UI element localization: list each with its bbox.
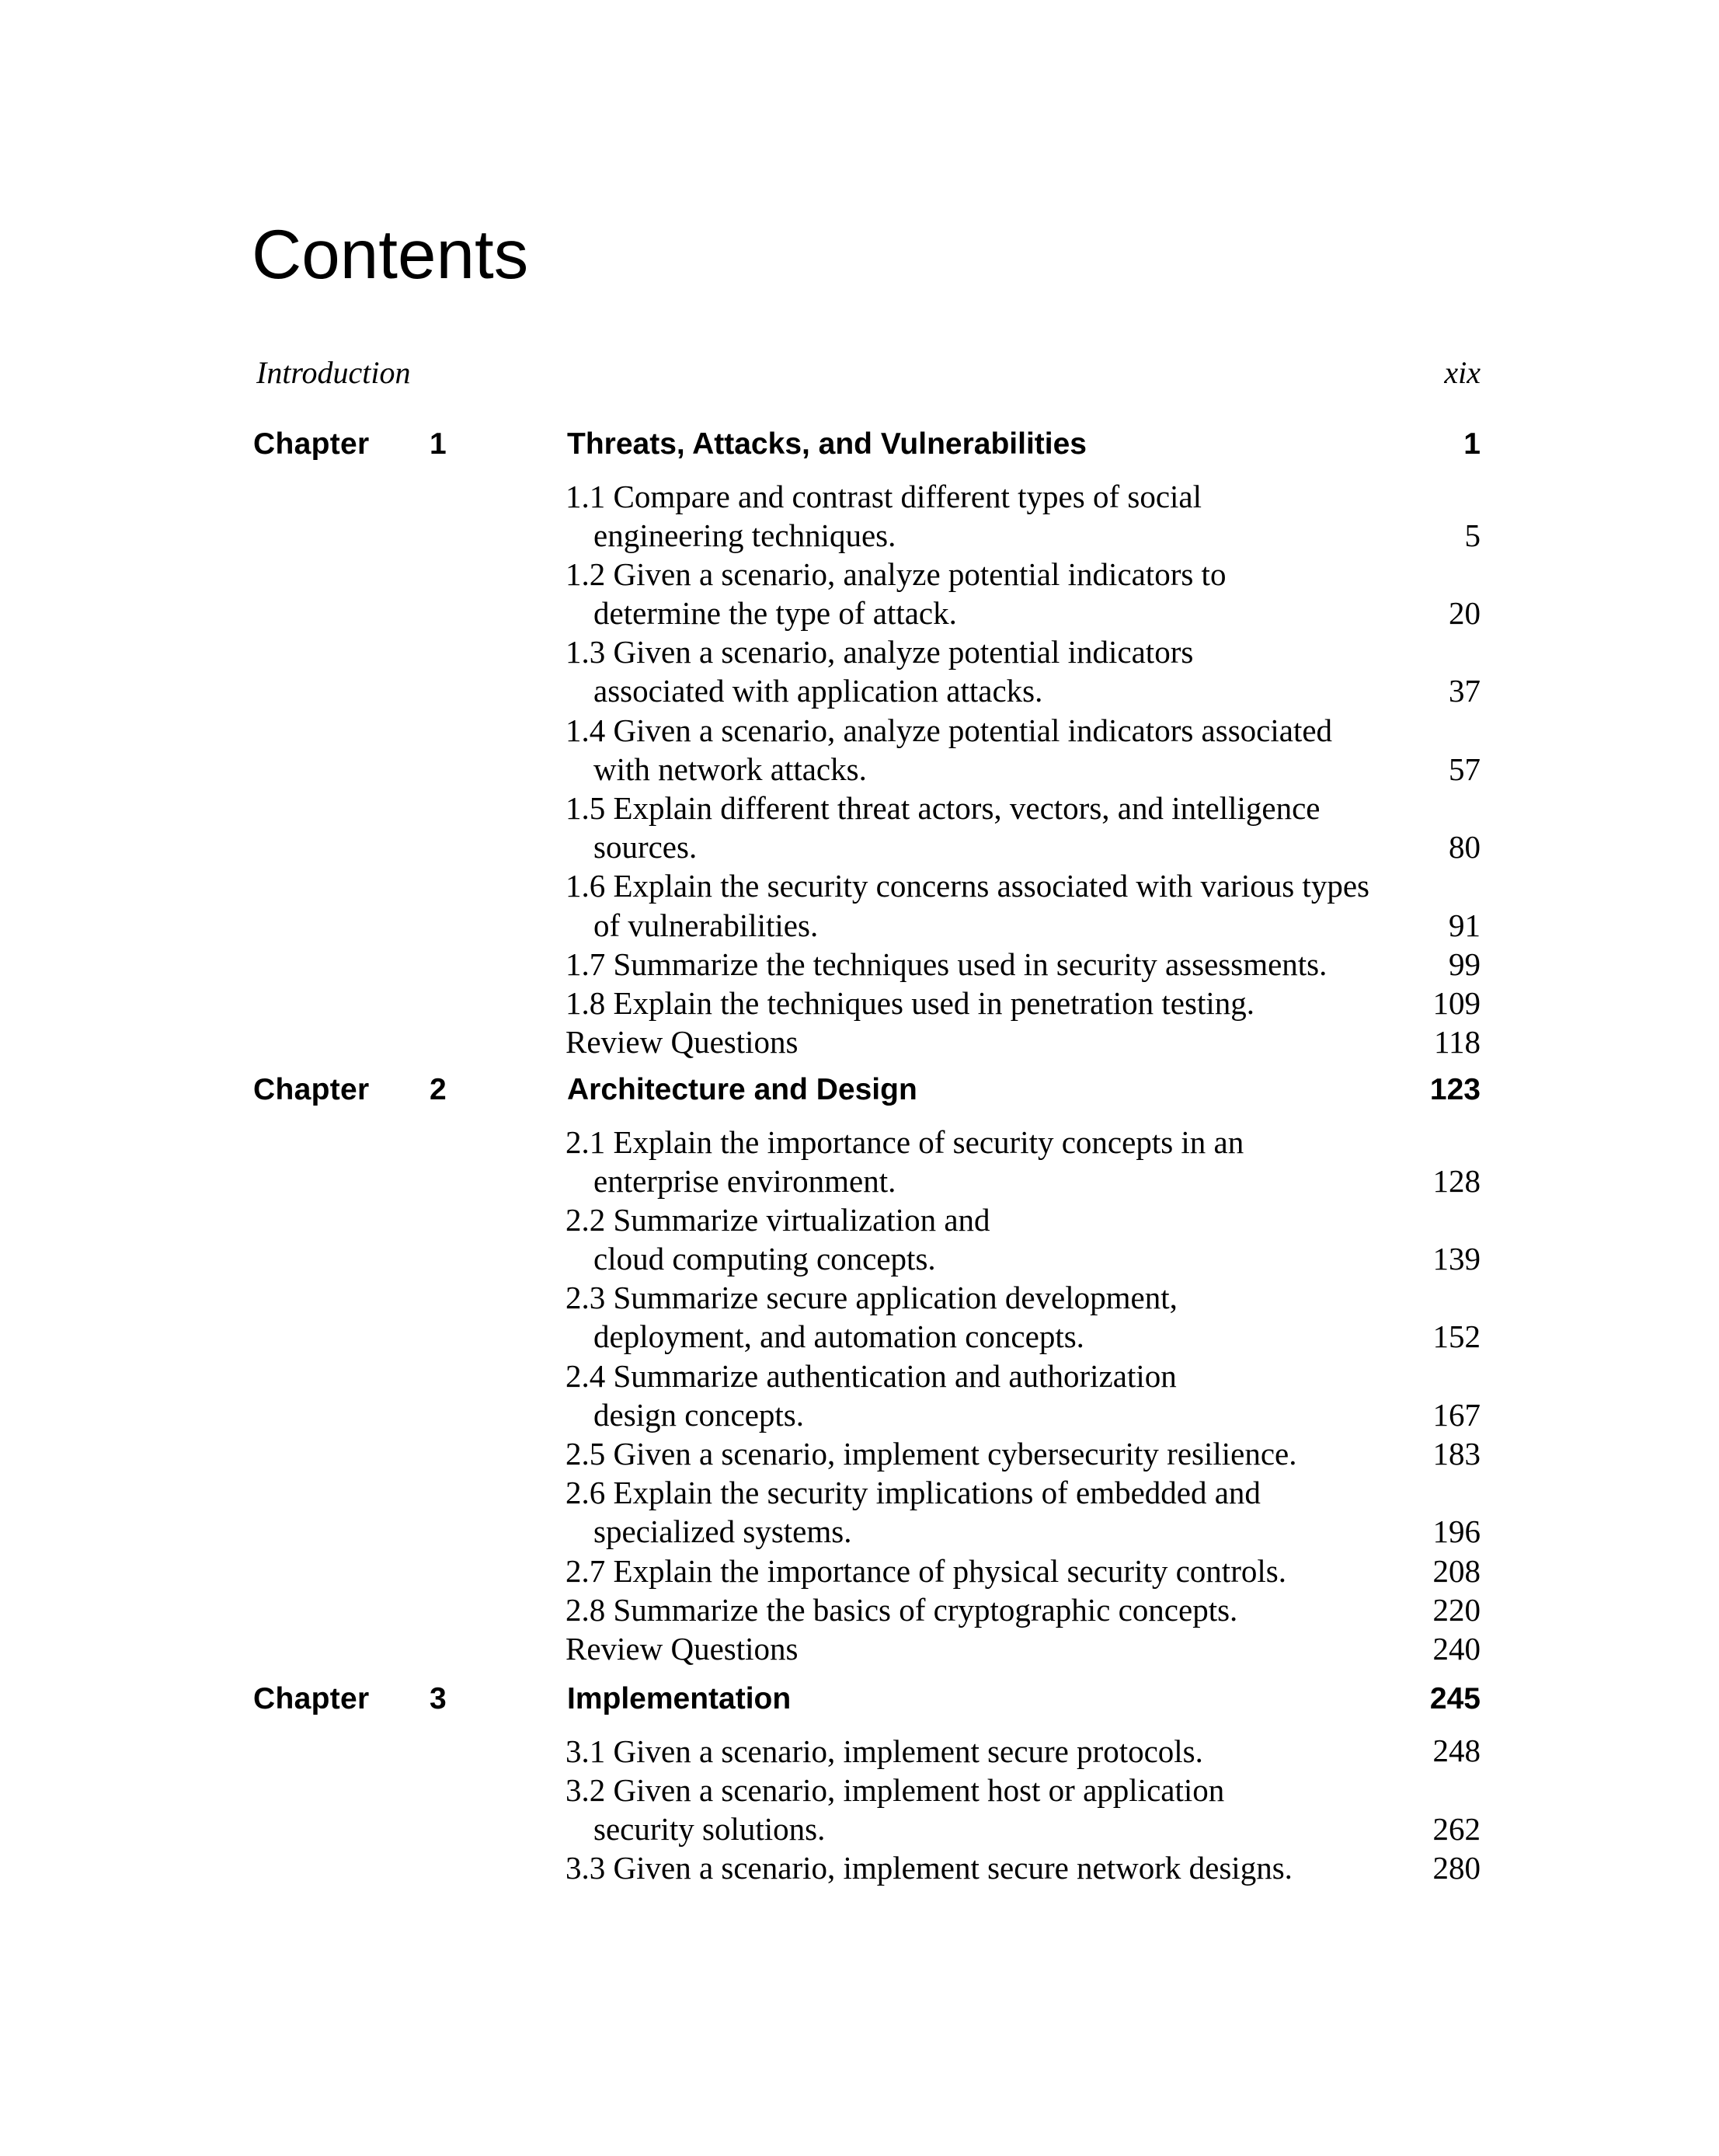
entry-line: 2.1 Explain the importance of security concepts in an [565, 1123, 1244, 1160]
entry-line-continued: sources. [593, 829, 698, 866]
entry-line-continued: with network attacks. [593, 751, 867, 787]
entry-line-continued: design concepts. [593, 1396, 804, 1433]
page-number: 128 [1432, 1162, 1481, 1199]
page-number: 80 [1449, 829, 1481, 866]
page-title: Contents [252, 215, 529, 293]
page-number: 123 [1429, 1073, 1481, 1106]
entry-line: 1.1 Compare and contrast different types of social [565, 478, 1202, 514]
page-number: 20 [1449, 595, 1481, 632]
entry-line: Review Questions [565, 1630, 799, 1667]
chapter-title: Threats, Attacks, and Vulnerabilities [567, 427, 1087, 461]
toc-entry[interactable] [565, 1200, 1481, 1278]
toc-entry[interactable] [565, 1434, 1481, 1473]
page-number: 245 [1429, 1682, 1481, 1715]
entry-line: 2.4 Summarize authentication and authorization [565, 1357, 1177, 1394]
entry-line: 1.6 Explain the security concerns associated with various types [565, 868, 1369, 904]
page-number: 118 [1434, 1024, 1481, 1061]
entry-line-continued: deployment, and automation concepts. [593, 1318, 1084, 1355]
toc-entry[interactable] [565, 1848, 1481, 1887]
entry-line: 3.2 Given a scenario, implement host or application [565, 1771, 1225, 1808]
chapter-number: 3 [430, 1682, 447, 1715]
entry-line-continued: associated with application attacks. [593, 673, 1043, 709]
chapter-1 [255, 425, 1481, 1093]
entry-label: Introduction [256, 355, 411, 390]
chapter-title: Architecture and Design [567, 1073, 917, 1106]
entry-line: 2.2 Summarize virtualization and [565, 1201, 990, 1238]
page-number: 1 [1463, 427, 1481, 461]
page-number: 139 [1432, 1241, 1481, 1277]
entry-line-continued: cloud computing concepts. [593, 1241, 936, 1277]
entry-line: 2.7 Explain the importance of physical security controls. [565, 1552, 1286, 1589]
page-number: 240 [1432, 1630, 1481, 1667]
page-number: 248 [1432, 1733, 1481, 1769]
page-number: 5 [1464, 517, 1481, 553]
page-number: 220 [1432, 1591, 1481, 1628]
entry-line: 2.8 Summarize the basics of cryptographic concepts. [565, 1591, 1238, 1628]
entry-line: 3.1 Given a scenario, implement secure protocols. [565, 1733, 1203, 1769]
chapter-word: Chapter [253, 1073, 370, 1106]
entry-line: 1.5 Explain different threat actors, vectors, and intelligence [565, 790, 1321, 826]
chapter-word: Chapter [253, 427, 370, 461]
toc-entry[interactable] [565, 984, 1481, 1022]
entry-line-continued: security solutions. [593, 1810, 826, 1847]
toc-entry[interactable] [565, 1278, 1481, 1356]
entry-line-continued: of vulnerabilities. [593, 907, 819, 943]
chapter-heading[interactable] [255, 425, 1481, 464]
toc-entry[interactable] [565, 1732, 1481, 1771]
chapter-number: 1 [430, 427, 447, 461]
entry-line-continued: determine the type of attack. [593, 595, 957, 632]
page-number: 262 [1432, 1810, 1481, 1847]
entry-line: 2.3 Summarize secure application development, [565, 1280, 1178, 1316]
toc-entry-review-questions[interactable] [565, 1022, 1481, 1061]
toc-entry[interactable] [565, 1771, 1481, 1848]
entry-line-continued: specialized systems. [593, 1513, 852, 1550]
page-number: 91 [1449, 907, 1481, 943]
chapter-heading[interactable] [255, 1071, 1481, 1109]
toc-entry-review-questions[interactable] [565, 1629, 1481, 1668]
chapter-entries [565, 1732, 1481, 1888]
toc-entry[interactable] [565, 555, 1481, 632]
page-number: xix [1444, 355, 1481, 390]
toc-entry[interactable] [565, 945, 1481, 984]
chapter-title: Implementation [567, 1682, 792, 1715]
page-number: 167 [1432, 1396, 1481, 1433]
toc-entry[interactable] [565, 1123, 1481, 1200]
toc-entry[interactable] [565, 1473, 1481, 1551]
toc-entry[interactable] [565, 632, 1481, 710]
page-number: 208 [1432, 1552, 1481, 1589]
entry-line-continued: engineering techniques. [593, 517, 896, 553]
toc-entry-introduction[interactable] [255, 354, 1481, 392]
entry-line: 3.3 Given a scenario, implement secure network designs. [565, 1850, 1293, 1886]
entry-line: 1.3 Given a scenario, analyze potential indicators [565, 634, 1194, 670]
entry-line: 2.6 Explain the security implications of embedded and [565, 1475, 1261, 1511]
chapter-entries [565, 477, 1481, 1062]
toc-entry[interactable] [565, 477, 1481, 555]
page-number: 196 [1432, 1513, 1481, 1550]
page-number: 152 [1432, 1318, 1481, 1355]
chapter-number: 2 [430, 1073, 447, 1106]
toc-entry[interactable] [565, 1357, 1481, 1434]
entry-line: 1.4 Given a scenario, analyze potential indicators associated [565, 712, 1333, 748]
entry-line: 1.7 Summarize the techniques used in security assessments. [565, 946, 1328, 982]
page-number: 57 [1449, 751, 1481, 787]
entry-line: 1.2 Given a scenario, analyze potential indicators to [565, 556, 1227, 592]
entry-line: Review Questions [565, 1024, 799, 1061]
toc-entry[interactable] [565, 866, 1481, 944]
page-number: 280 [1432, 1850, 1481, 1886]
chapter-3 [255, 1680, 1481, 1919]
chapter-entries [565, 1123, 1481, 1669]
chapter-word: Chapter [253, 1682, 370, 1715]
entry-line: 2.5 Given a scenario, implement cybersecurity resilience. [565, 1436, 1297, 1472]
entry-line: 1.8 Explain the techniques used in penetration testing. [565, 984, 1254, 1021]
page-number: 99 [1449, 946, 1481, 982]
chapter-2 [255, 1071, 1481, 1700]
toc-entry[interactable] [565, 1590, 1481, 1629]
page-number: 183 [1432, 1435, 1481, 1472]
page-number: 109 [1432, 984, 1481, 1021]
chapter-heading[interactable] [255, 1680, 1481, 1719]
entry-line-continued: enterprise environment. [593, 1162, 896, 1199]
toc-entry[interactable] [565, 711, 1481, 789]
page-number: 37 [1449, 673, 1481, 709]
toc-entry[interactable] [565, 789, 1481, 866]
toc-entry[interactable] [565, 1552, 1481, 1590]
